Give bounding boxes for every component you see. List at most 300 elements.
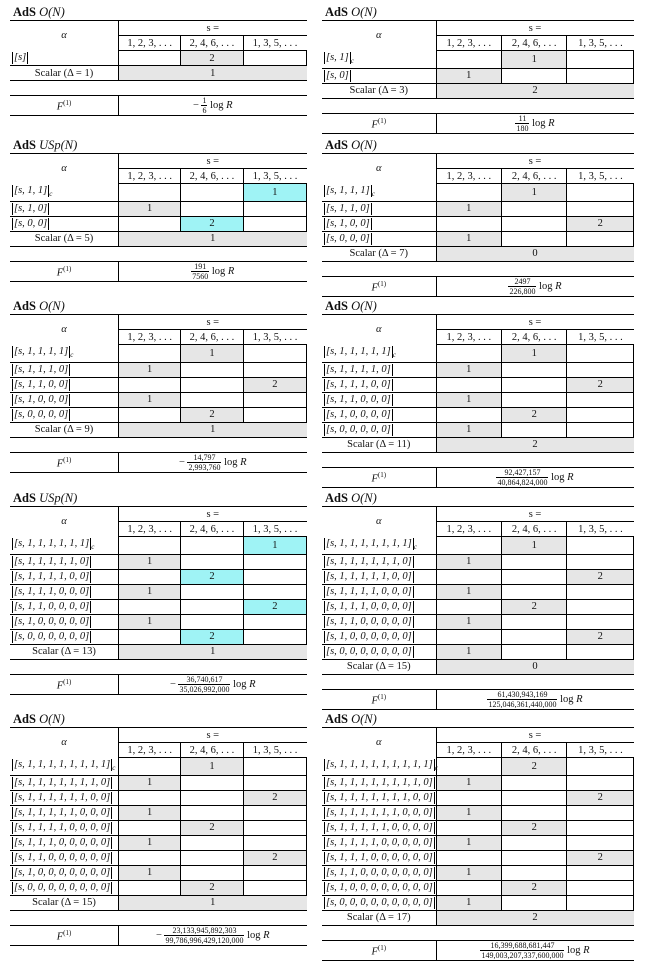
f-symbol: F (56, 931, 64, 943)
s-header: s = (436, 21, 633, 36)
cell-value: 1 (436, 68, 501, 83)
table-row (322, 362, 634, 377)
rep-subscript: c (49, 189, 53, 198)
cell-value (119, 820, 181, 835)
rep-bracket: [s, 1, 1, 1] (326, 184, 370, 196)
title-ads: AdS (325, 299, 348, 313)
cell-value (243, 865, 306, 880)
rep-label (10, 614, 119, 629)
free-energy-row (322, 276, 634, 296)
cell-value (243, 758, 306, 776)
table-title (10, 4, 307, 20)
cell-value: 2 (243, 850, 306, 865)
rep-bracket: [s] (14, 52, 27, 64)
f-sign: − (178, 456, 185, 468)
log-r: log R (247, 929, 270, 941)
free-energy-row (10, 261, 307, 281)
table-title (322, 490, 634, 506)
rep-label (10, 790, 119, 805)
data-table (10, 506, 307, 695)
cell-value (436, 820, 501, 835)
table-title (322, 137, 634, 153)
scalar-value: 1 (119, 644, 307, 659)
table-row (10, 850, 307, 865)
table-row (10, 820, 307, 835)
cell-value (243, 835, 306, 850)
alpha-header: α (10, 728, 119, 758)
data-table (10, 20, 307, 116)
cell-value (119, 216, 181, 231)
cell-value (243, 880, 306, 895)
fraction-numerator: 92,427,157 (496, 468, 548, 478)
cell-value (243, 805, 306, 820)
cell-value: 2 (501, 758, 566, 776)
log-r: log R (560, 693, 583, 705)
header-row (322, 728, 634, 743)
rep-label (322, 629, 436, 644)
column-header: 1, 3, 5, . . . (567, 330, 634, 345)
rep-label (322, 51, 436, 69)
cell-value (567, 554, 634, 569)
cell-value (243, 51, 306, 66)
rep-bracket: [s, 0, 0, 0, 0, 0, 0, 0, 0, 0] (326, 897, 433, 909)
table-row (322, 184, 634, 202)
column-header: 1, 2, 3, . . . (119, 330, 181, 345)
rep-label (322, 422, 436, 437)
rep-bracket: [s, 1, 1, 1, 1, 1, 0] (14, 556, 90, 568)
scalar-value: 1 (119, 895, 307, 910)
table-row (10, 880, 307, 895)
cell-value: 2 (243, 790, 306, 805)
table-row (322, 407, 634, 422)
cell-value (119, 599, 181, 614)
free-energy-label (322, 689, 436, 709)
cell-value (436, 51, 501, 69)
cell-value (181, 850, 243, 865)
cell-value: 2 (501, 880, 566, 895)
cell-value: 1 (243, 537, 306, 555)
scalar-value: 2 (436, 437, 633, 452)
table-row (10, 865, 307, 880)
fraction (496, 468, 548, 487)
rep-bracket: [s, 1, 1, 1, 0, 0] (326, 379, 391, 391)
data-table (10, 727, 307, 946)
cell-value: 1 (436, 614, 501, 629)
table-row (10, 835, 307, 850)
title-group: O(N) (351, 491, 377, 505)
title-ads: AdS (325, 5, 348, 19)
title-ads: AdS (13, 138, 36, 152)
cell-value (567, 51, 634, 69)
cell-value (501, 614, 566, 629)
table-row (322, 775, 634, 790)
cell-value (181, 537, 243, 555)
rep-label (322, 392, 436, 407)
rep-subscript: c (350, 56, 354, 65)
cell-value (119, 790, 181, 805)
data-table (10, 153, 307, 282)
rep-label (10, 880, 119, 895)
scalar-label: Scalar (Δ = 17) (322, 910, 436, 925)
cell-value (501, 584, 566, 599)
cell-value: 2 (567, 850, 634, 865)
f-superscript: (1) (377, 692, 387, 701)
rep-bracket: [s, 1, 0, 0] (326, 218, 370, 230)
rep-label (10, 850, 119, 865)
cell-value (501, 895, 566, 910)
rep-label (10, 184, 119, 202)
scalar-value: 0 (436, 246, 633, 261)
f-symbol: F (56, 267, 64, 279)
rep-bracket: [s, 1, 1, 1, 0] (14, 364, 69, 376)
column-header: 1, 2, 3, . . . (119, 743, 181, 758)
cell-value (567, 392, 634, 407)
column-header: 1, 3, 5, . . . (243, 169, 306, 184)
cell-value: 2 (181, 51, 243, 66)
table-ads7 (10, 137, 307, 282)
cell-value (567, 775, 634, 790)
cell-value (243, 392, 306, 407)
rep-label (322, 820, 436, 835)
s-header: s = (436, 315, 633, 330)
cell-value (567, 865, 634, 880)
table-ads19 (10, 711, 307, 946)
f-superscript: (1) (377, 116, 387, 125)
rep-bracket: [s, 1, 1, 1, 0, 0, 0] (14, 586, 90, 598)
free-energy-value (119, 96, 307, 116)
fraction (487, 690, 557, 709)
column-header: 2, 4, 6, . . . (181, 36, 243, 51)
table-row (10, 790, 307, 805)
fraction (178, 675, 230, 694)
log-r: log R (224, 456, 247, 468)
title-ads: AdS (325, 138, 348, 152)
log-r: log R (210, 99, 233, 111)
cell-value (501, 554, 566, 569)
cell-value (243, 201, 306, 216)
cell-value (119, 758, 181, 776)
cell-value: 1 (119, 865, 181, 880)
scalar-row (322, 437, 634, 452)
free-energy-label (322, 940, 436, 960)
rep-label (10, 51, 119, 66)
cell-value (501, 775, 566, 790)
cell-value (181, 377, 243, 392)
cell-value (436, 537, 501, 555)
f-symbol: F (56, 680, 64, 692)
cell-value (243, 554, 306, 569)
cell-value: 1 (436, 775, 501, 790)
cell-value: 1 (501, 51, 566, 69)
rep-bracket: [s, 1, 1, 0, 0] (14, 379, 69, 391)
rep-bracket: [s, 1, 0, 0, 0, 0, 0] (14, 616, 90, 628)
fraction-denominator: 2,993,760 (188, 462, 221, 472)
cell-value: 2 (181, 820, 243, 835)
free-energy-row (10, 452, 307, 472)
alpha-header: α (10, 21, 119, 51)
table-row (10, 569, 307, 584)
rep-bracket: [s, 0, 0, 0, 0, 0] (326, 424, 391, 436)
column-header: 1, 2, 3, . . . (119, 36, 181, 51)
cell-value (567, 614, 634, 629)
table-row (322, 614, 634, 629)
cell-value (567, 345, 634, 363)
table-row (10, 201, 307, 216)
f-symbol: F (371, 473, 378, 485)
table-ads21 (322, 711, 634, 961)
rep-subscript: c (392, 350, 396, 359)
column-header: 2, 4, 6, . . . (181, 330, 243, 345)
rep-label (10, 865, 119, 880)
table-ads9 (322, 137, 634, 297)
scalar-row (322, 659, 634, 674)
cell-value (567, 805, 634, 820)
rep-bracket: [s, 1] (326, 51, 349, 63)
cell-value (501, 644, 566, 659)
rep-label (322, 407, 436, 422)
cell-value: 1 (436, 231, 501, 246)
cell-value: 1 (436, 865, 501, 880)
cell-value (567, 407, 634, 422)
rep-bracket: [s, 1, 1, 0, 0, 0, 0, 0] (326, 616, 412, 628)
cell-value (119, 407, 181, 422)
title-group: USp(N) (39, 491, 78, 505)
fraction (164, 926, 244, 945)
free-energy-value (119, 261, 307, 281)
rep-bracket: [s, 1, 1, 1, 1, 1, 0, 0] (326, 571, 412, 583)
table-row (322, 644, 634, 659)
s-header: s = (119, 315, 307, 330)
rep-label (10, 392, 119, 407)
f-symbol: F (56, 458, 64, 470)
log-r: log R (567, 944, 590, 956)
free-energy-row (322, 689, 634, 709)
rep-label (322, 880, 436, 895)
cell-value: 1 (119, 201, 181, 216)
cell-value: 1 (436, 201, 501, 216)
fraction-denominator: 180 (516, 123, 529, 133)
cell-value: 2 (567, 569, 634, 584)
rep-bracket: [s, 1, 1, 0] (326, 203, 370, 215)
fraction-denominator: 149,003,207,337,600,000 (481, 950, 564, 960)
cell-value (501, 201, 566, 216)
rep-label (322, 644, 436, 659)
cell-value (501, 850, 566, 865)
table-row (10, 537, 307, 555)
table-row (10, 345, 307, 363)
cell-value: 2 (181, 569, 243, 584)
alpha-header: α (322, 21, 436, 51)
rep-label (10, 805, 119, 820)
header-row (10, 21, 307, 36)
rep-label (10, 201, 119, 216)
table-row (322, 377, 634, 392)
column-header: 2, 4, 6, . . . (501, 36, 566, 51)
rep-bracket: [s, 1, 1, 1, 1] (14, 345, 69, 357)
rep-bracket: [s, 0] (326, 70, 349, 82)
cell-value (181, 201, 243, 216)
scalar-label: Scalar (Δ = 3) (322, 83, 436, 98)
cell-value: 1 (119, 584, 181, 599)
rep-label (322, 231, 436, 246)
fraction-denominator: 7560 (192, 271, 209, 281)
free-energy-value (436, 113, 633, 133)
table-row (322, 345, 634, 363)
f-symbol: F (56, 101, 64, 113)
f-sign: − (169, 678, 176, 690)
cell-value (567, 68, 634, 83)
alpha-header: α (10, 154, 119, 184)
cell-value: 2 (501, 599, 566, 614)
table-row (10, 216, 307, 231)
cell-value: 1 (436, 644, 501, 659)
rep-bracket: [s, 1, 1, 1, 1, 1, 1, 1, 0] (14, 777, 111, 789)
scalar-row (10, 422, 307, 437)
cell-value (567, 231, 634, 246)
cell-value: 2 (243, 377, 306, 392)
scalar-value: 1 (119, 422, 307, 437)
log-r: log R (233, 678, 256, 690)
cell-value (181, 554, 243, 569)
fraction (480, 941, 564, 960)
alpha-header: α (10, 315, 119, 345)
table-row (10, 407, 307, 422)
table-title (10, 137, 307, 153)
column-header: 2, 4, 6, . . . (501, 522, 566, 537)
f-symbol: F (371, 695, 378, 707)
cell-value (243, 775, 306, 790)
table-ads3 (10, 4, 307, 116)
fraction-numerator: 61,430,943,169 (487, 690, 557, 700)
f-symbol: F (371, 282, 378, 294)
table-row (322, 880, 634, 895)
table-ads11 (10, 298, 307, 473)
cell-value: 1 (436, 584, 501, 599)
rep-label (322, 895, 436, 910)
rep-label (322, 850, 436, 865)
cell-value (567, 895, 634, 910)
fraction-numerator: 23,133,945,892,303 (164, 926, 244, 936)
cell-value (436, 629, 501, 644)
rep-label (322, 865, 436, 880)
fraction-numerator: 1 (202, 96, 207, 105)
cell-value (243, 629, 306, 644)
cell-value (501, 805, 566, 820)
column-header: 2, 4, 6, . . . (181, 522, 243, 537)
table-title (322, 4, 634, 20)
scalar-label: Scalar (Δ = 15) (10, 895, 119, 910)
rep-label (322, 345, 436, 363)
cell-value (243, 345, 306, 363)
table-row (322, 629, 634, 644)
cell-value (243, 584, 306, 599)
cell-value (501, 231, 566, 246)
s-header: s = (119, 728, 307, 743)
rep-bracket: [s, 1, 1, 1, 1, 1, 1, 1, 0, 0] (326, 792, 433, 804)
rep-bracket: [s, 1, 1, 1, 0, 0, 0, 0] (326, 601, 412, 613)
s-header: s = (119, 507, 307, 522)
rep-label (10, 362, 119, 377)
free-energy-label (10, 674, 119, 694)
cell-value: 1 (181, 345, 243, 363)
table-row (322, 68, 634, 83)
rep-bracket: [s, 1, 1, 0, 0, 0] (326, 394, 391, 406)
cell-value (567, 584, 634, 599)
data-table (322, 153, 634, 297)
table-ads15 (10, 490, 307, 695)
title-ads: AdS (325, 712, 348, 726)
rep-label (322, 569, 436, 584)
cell-value: 1 (119, 835, 181, 850)
f-symbol: F (371, 946, 378, 958)
column-header: 1, 2, 3, . . . (119, 522, 181, 537)
title-ads: AdS (13, 5, 36, 19)
table-row (322, 835, 634, 850)
log-r: log R (551, 471, 574, 483)
fraction-numerator: 16,399,688,681,447 (480, 941, 564, 951)
f-symbol: F (371, 119, 378, 131)
rep-label (10, 820, 119, 835)
scalar-label: Scalar (Δ = 5) (10, 231, 119, 246)
table-row (10, 584, 307, 599)
table-row (10, 362, 307, 377)
cell-value (501, 629, 566, 644)
title-group: O(N) (39, 712, 65, 726)
cell-value: 1 (119, 362, 181, 377)
f-superscript: (1) (63, 99, 72, 108)
scalar-label: Scalar (Δ = 9) (10, 422, 119, 437)
f-superscript: (1) (377, 279, 387, 288)
column-header: 2, 4, 6, . . . (501, 169, 566, 184)
table-row (10, 805, 307, 820)
free-energy-row (322, 940, 634, 960)
rep-bracket: [s, 1, 1, 1, 1, 0, 0] (14, 571, 90, 583)
rep-label (322, 599, 436, 614)
alpha-header: α (322, 315, 436, 345)
cell-value: 2 (181, 880, 243, 895)
cell-value (567, 184, 634, 202)
cell-value (119, 377, 181, 392)
table-row (322, 216, 634, 231)
s-header: s = (119, 154, 307, 169)
rep-bracket: [s, 1, 0, 0, 0, 0, 0, 0, 0] (14, 867, 111, 879)
table-row (10, 554, 307, 569)
table-title (10, 711, 307, 727)
rep-label (322, 216, 436, 231)
cell-value (243, 569, 306, 584)
cell-value (181, 805, 243, 820)
header-row (322, 507, 634, 522)
cell-value: 1 (436, 362, 501, 377)
column-header: 2, 4, 6, . . . (501, 743, 566, 758)
table-row (322, 895, 634, 910)
data-table (322, 727, 634, 961)
rep-label (322, 201, 436, 216)
cell-value (181, 392, 243, 407)
rep-bracket: [s, 1, 1] (14, 184, 48, 196)
rep-bracket: [s, 1, 1, 1, 1, 1, 1, 0] (326, 556, 412, 568)
rep-subscript: c (91, 542, 95, 551)
rep-bracket: [s, 1, 1, 1, 1, 0, 0, 0, 0] (14, 822, 111, 834)
f-superscript: (1) (377, 943, 387, 952)
cell-value (436, 850, 501, 865)
column-header: 1, 3, 5, . . . (243, 522, 306, 537)
rep-bracket: [s, 1, 1, 1, 1, 1, 1] (14, 537, 90, 549)
rep-label (10, 216, 119, 231)
f-superscript: (1) (63, 455, 72, 464)
table-title (10, 490, 307, 506)
column-header: 1, 2, 3, . . . (436, 36, 501, 51)
